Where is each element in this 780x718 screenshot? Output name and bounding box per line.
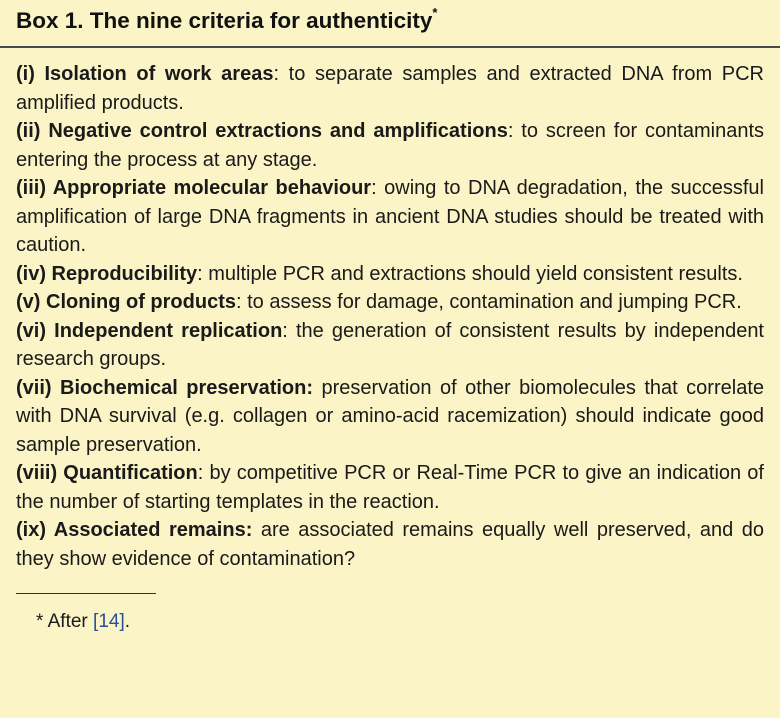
criterion-text: to assess for damage, contamination and jumping PCR. (241, 291, 742, 313)
criterion-item (16, 516, 764, 573)
criterion-item (16, 459, 764, 516)
box-title-text: Box 1. The nine criteria for authenticity (16, 8, 433, 33)
footnote (16, 610, 764, 634)
box-title (16, 0, 764, 38)
footnote-prefix: After (43, 611, 94, 632)
criterion-text: to screen for contaminants entering the process at any stage. (16, 120, 764, 171)
criterion-separator: : (197, 262, 203, 285)
criterion-item (16, 374, 764, 460)
criterion-text: to separate samples and extracted DNA from PCR amplified products. (16, 63, 764, 114)
reference-link[interactable]: [14] (93, 611, 125, 632)
title-footnote-marker: * (432, 4, 438, 20)
criterion-separator: : (371, 177, 377, 199)
criterion-text: are associated remains equally well preserved, and do they show evidence of contamination? (16, 519, 765, 570)
criterion-item (16, 317, 764, 374)
footnote-suffix: . (124, 611, 131, 632)
criterion-text: multiple PCR and extractions should yield consistent results. (202, 262, 743, 285)
criterion-item (16, 117, 764, 174)
criterion-label: (vi) Independent replication (16, 319, 283, 342)
criterion-separator: : (282, 319, 288, 342)
criterion-item (16, 60, 764, 117)
criterion-separator: : (197, 462, 204, 484)
criterion-separator: : (273, 63, 280, 85)
criterion-label: (v) Cloning of products (16, 291, 236, 313)
criterion-label: (iii) Appropriate molecular behaviour (16, 177, 372, 199)
criteria-list (16, 60, 764, 573)
criterion-text: preservation of other biomolecules that correlate with DNA survival (e.g. collagen or amino-acid racemization) should indicate good sample preservation. (16, 376, 764, 456)
criterion-item (16, 288, 764, 317)
title-divider (0, 46, 780, 48)
criterion-item (16, 174, 764, 260)
criterion-text: the generation of consistent results by independent research groups. (16, 319, 764, 370)
criterion-text: owing to DNA degradation, the successful amplification of large DNA fragments in ancient DNA studies should be treated with caution. (16, 177, 764, 256)
criterion-label: (ii) Negative control extractions and amplifications (16, 120, 508, 142)
criterion-separator: : (235, 291, 242, 313)
footnote-divider (16, 593, 156, 594)
criterion-label: (viii) Quantification (16, 462, 198, 484)
criterion-label: (ix) Associated remains: (16, 519, 253, 541)
criterion-text: by competitive PCR or Real-Time PCR to give an indication of the number of starting templates in the reaction. (16, 462, 764, 513)
criterion-label: (iv) Reproducibility (16, 262, 198, 285)
criterion-separator: : (507, 120, 514, 142)
criterion-label: (vii) Biochemical preservation: (16, 376, 314, 399)
criterion-label: (i) Isolation of work areas (16, 63, 274, 85)
footnote-marker: * (36, 611, 44, 632)
criterion-item (16, 260, 764, 289)
